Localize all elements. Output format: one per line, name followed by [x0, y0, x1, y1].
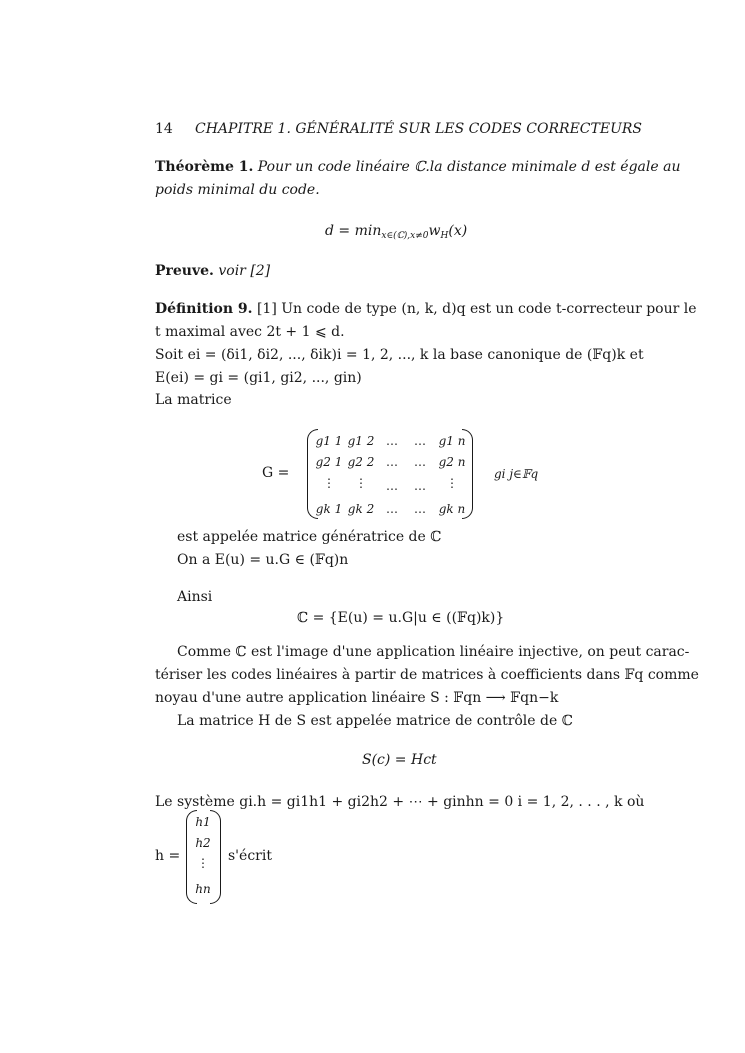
vector-label: h = [155, 848, 181, 864]
definition-label: Définition 9. [155, 301, 253, 317]
matrix-cell: g2 2 [347, 455, 375, 469]
matrix-cell: … [386, 479, 398, 493]
definition-line1: Définition 9. [1] Un code de type (n, k, d)q est un code t-correcteur pour le [155, 301, 697, 317]
matrix-cell: … [414, 502, 426, 516]
paragraph-line4: La matrice H de S est appelée matrice de contrôle de ℂ [177, 713, 573, 729]
definition-line2: t maximal avec 2t + 1 ⩽ d. [155, 324, 345, 340]
vector-suffix: s'écrit [228, 848, 272, 864]
matrix-cell: g2 1 [315, 455, 343, 469]
vector-entry: ⋮ [197, 856, 209, 870]
matrix-cell: ⋮ [323, 476, 335, 490]
matrix-cell: g1 n [438, 434, 466, 448]
vector-entry: hn [195, 882, 211, 896]
matrix-cell: ⋮ [446, 476, 458, 490]
theorem-text-line2: poids minimal du code. [155, 182, 320, 198]
theorem-text-line1: Pour un code linéaire ℂ.la distance minimale d est égale au [257, 159, 681, 175]
matrix-cell: … [414, 434, 426, 448]
matrix-cell: g1 1 [315, 434, 343, 448]
matrix-cell: gk 2 [347, 502, 375, 516]
matrix-cell: ⋮ [355, 476, 367, 490]
matrix-cell: gk 1 [315, 502, 343, 516]
code-formula: ℂ = {E(u) = u.G|u ∈ ((𝔽q)k)} [297, 610, 505, 626]
encoding-line: On a E(u) = u.G ∈ (𝔽q)n [177, 552, 349, 568]
proof-label: Preuve. [155, 263, 214, 279]
paragraph-line1: Comme ℂ est l'image d'une application linéaire injective, on peut carac- [177, 644, 690, 660]
generator-matrix-caption: est appelée matrice génératrice de ℂ [177, 529, 442, 545]
page-number: 14 [155, 121, 173, 137]
matrix-cell: gk n [438, 502, 466, 516]
definition-line4: E(ei) = gi = (gi1, gi2, ..., gin) [155, 370, 362, 386]
vector-entry: h1 [195, 815, 211, 829]
matrix-side-note: gi j∈𝔽q [494, 467, 539, 481]
definition-line5: La matrice [155, 392, 232, 408]
matrix-cell: … [386, 502, 398, 516]
matrix-cell: … [414, 479, 426, 493]
matrix-cell: g1 2 [347, 434, 375, 448]
matrix-cell: g2 n [438, 455, 466, 469]
theorem-block [155, 159, 681, 175]
matrix-cell: … [386, 455, 398, 469]
ainsi-line: Ainsi [177, 589, 213, 605]
matrix-cell: … [386, 434, 398, 448]
paragraph-line3: noyau d'une autre application linéaire S : 𝔽qn ⟶ 𝔽qn−k [155, 690, 559, 706]
proof-text: voir [2] [218, 263, 271, 279]
syndrome-formula: S(c) = Hct [362, 752, 437, 768]
proof [155, 263, 270, 279]
matrix-cell: … [414, 455, 426, 469]
definition-line3: Soit ei = (δi1, δi2, ..., δik)i = 1, 2, ..., k la base canonique de (𝔽q)k et [155, 347, 644, 363]
system-line: Le système gi.h = gi1h1 + gi2h2 + ⋯ + ginhn = 0 i = 1, 2, . . . , k où [155, 794, 645, 810]
paragraph-line2: tériser les codes linéaires à partir de matrices à coefficients dans 𝔽q comme [155, 667, 699, 683]
vector-entry: h2 [195, 836, 211, 850]
matrix-label: G = [262, 465, 290, 481]
theorem-label: Théorème 1. [155, 159, 254, 175]
theorem-formula: $d = \min_{x\in(ℂ),x\ne 0}w_H(x)$ [325, 223, 468, 241]
running-header: CHAPITRE 1. GÉNÉRALITÉ SUR LES CODES CORRECTEURS [195, 121, 643, 137]
